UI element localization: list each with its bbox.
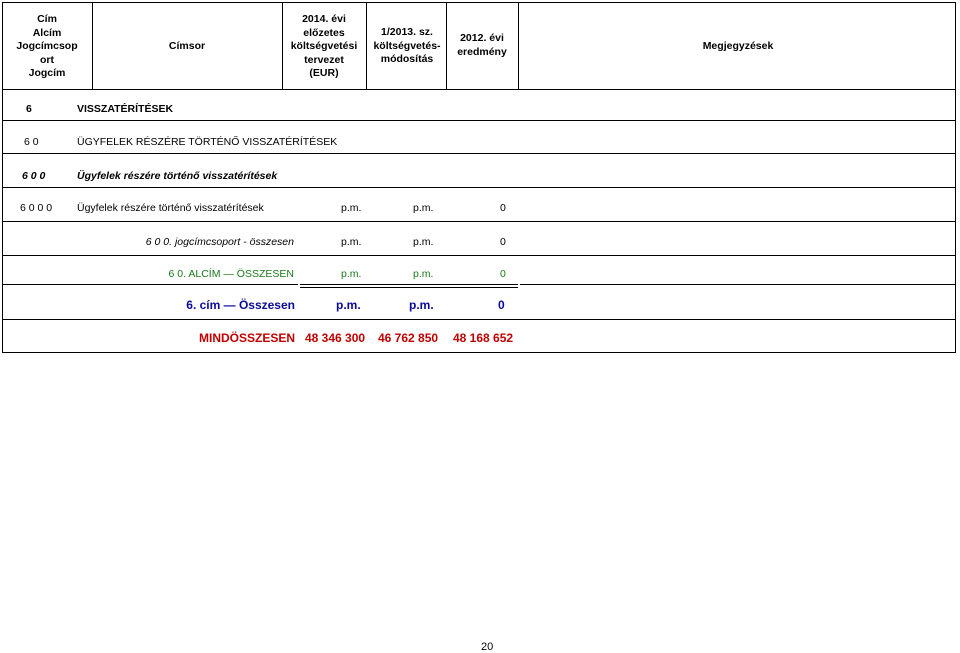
value-modositas: p.m. [413, 268, 434, 280]
value-2012: 0 [500, 236, 506, 248]
header-col-2014: 2014. évi előzetes költségvetési tervezet (EUR) [290, 13, 358, 79]
row-title: Ügyfelek részére történő visszatérítések [77, 170, 278, 182]
row-code: 6 0 [24, 136, 39, 148]
header-col-cim: Cím Alcím Jogcímcsop ort Jogcím [16, 13, 78, 79]
row-separator [2, 120, 956, 121]
value-2014: 48 346 300 [305, 331, 366, 345]
header-divider [518, 2, 519, 90]
grand-total-label: MINDÖSSZESEN [198, 331, 295, 345]
value-2014: p.m. [341, 268, 362, 280]
value-modositas: p.m. [413, 236, 434, 248]
header-col-modositas: 1/2013. sz. költségvetés- módosítás [373, 26, 441, 65]
row-separator [2, 319, 956, 320]
header-divider [366, 2, 367, 90]
row-code: 6 0 0 [22, 170, 46, 182]
row-separator [2, 221, 956, 222]
header-divider [92, 2, 93, 90]
cim-total-label: 6. cím — Összesen [186, 298, 295, 312]
header-divider [446, 2, 447, 90]
row-separator [2, 255, 956, 256]
row-separator [2, 284, 298, 285]
header-col-megjegyzesek: Megjegyzések [702, 40, 774, 52]
value-2012: 48 168 652 [453, 331, 514, 345]
row-separator [2, 153, 956, 154]
value-2014: p.m. [341, 202, 362, 214]
subtotal-label: 6 0 0. jogcímcsoport - összesen [145, 236, 294, 248]
value-2012: 0 [500, 202, 506, 214]
row-title: ÜGYFELEK RÉSZÉRE TÖRTÉNŐ VISSZATÉRÍTÉSEK [77, 136, 338, 148]
row-title: VISSZATÉRÍTÉSEK [77, 103, 174, 115]
row-separator [520, 284, 956, 285]
row-code: 6 0 0 0 [20, 202, 53, 214]
row-title: Ügyfelek részére történő visszatérítések [77, 202, 264, 214]
value-2012: 0 [500, 268, 506, 280]
header-col-2012: 2012. évi eredmény [457, 32, 507, 58]
header-divider [282, 2, 283, 90]
row-separator [2, 187, 956, 188]
alcim-total-label: 6 0. ALCÍM — ÖSSZESEN [168, 268, 294, 280]
value-modositas: p.m. [409, 298, 434, 312]
page-number: 20 [481, 641, 494, 653]
header-col-cimsor: Címsor [168, 40, 206, 52]
header-bottom-rule [2, 89, 956, 90]
value-2014: p.m. [341, 236, 362, 248]
row-code: 6 [26, 103, 32, 115]
double-underline [300, 284, 518, 288]
value-2014: p.m. [336, 298, 361, 312]
value-2012: 0 [498, 298, 505, 312]
value-modositas: 46 762 850 [378, 331, 439, 345]
value-modositas: p.m. [413, 202, 434, 214]
